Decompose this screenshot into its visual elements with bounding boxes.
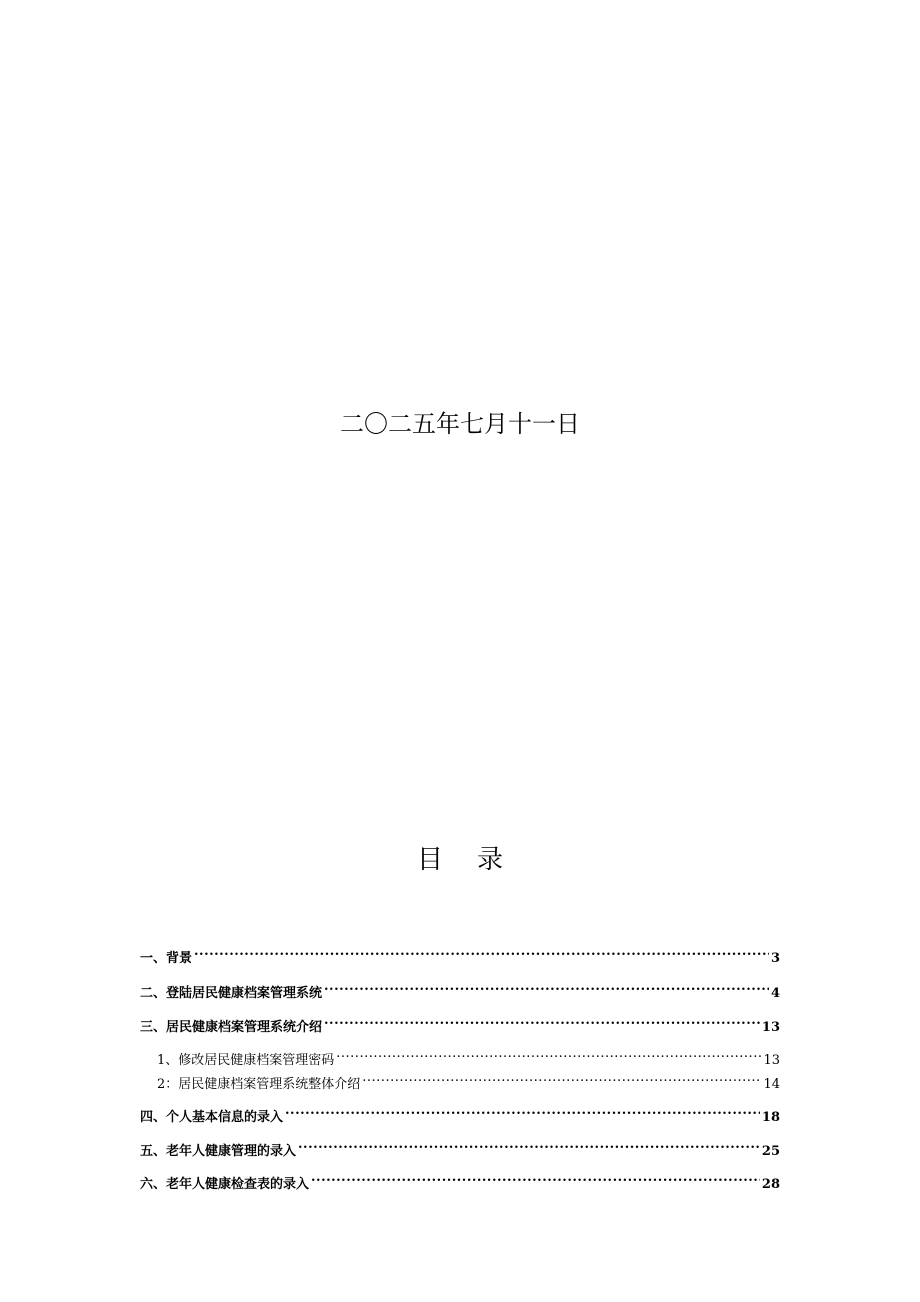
toc-entry-background[interactable]: [140, 940, 780, 966]
toc-entry-label: 四、个人基本信息的录入: [140, 1110, 284, 1125]
toc-entry-login[interactable]: [140, 975, 780, 1001]
toc-dot-leader: [336, 1042, 761, 1064]
toc-entry-elderly-health[interactable]: [140, 1133, 780, 1159]
toc-entry-page: 14: [763, 1077, 780, 1092]
toc-entry-label: 1、修改居民健康档案管理密码: [157, 1053, 335, 1068]
toc-entry-elderly-checkup[interactable]: [140, 1166, 780, 1192]
toc-entry-system-overview[interactable]: [157, 1066, 780, 1092]
toc-entry-page: 13: [761, 1020, 780, 1035]
toc-entry-page: 3: [770, 951, 780, 966]
toc-entry-label: 2：居民健康档案管理系统整体介绍: [157, 1077, 361, 1092]
toc-entry-label: 五、老年人健康管理的录入: [140, 1144, 297, 1159]
toc-dot-leader: [324, 1009, 760, 1031]
document-date: 二〇二五年七月十一日: [340, 410, 580, 438]
toc-entry-page: 13: [763, 1053, 780, 1068]
toc-entry-change-password[interactable]: [157, 1042, 780, 1068]
toc-entry-page: 4: [770, 986, 780, 1001]
toc-title: [0, 840, 920, 880]
toc-entry-page: 28: [761, 1177, 780, 1192]
toc-entry-page: 18: [761, 1110, 780, 1125]
toc-dot-leader: [194, 940, 769, 962]
toc-entry-label: 一、背景: [140, 951, 193, 966]
toc-dot-leader: [324, 975, 769, 997]
toc-entry-label: 三、居民健康档案管理系统介绍: [140, 1020, 323, 1035]
toc-dot-leader: [285, 1099, 760, 1121]
toc-entry-label: 六、老年人健康检查表的录入: [140, 1177, 310, 1192]
toc-dot-leader: [298, 1133, 760, 1155]
toc-title-part2: 录: [477, 845, 504, 875]
toc-entry-personal-info[interactable]: [140, 1099, 780, 1125]
toc-entry-system-intro[interactable]: [140, 1009, 780, 1035]
toc-entry-label: 二、登陆居民健康档案管理系统: [140, 986, 323, 1001]
toc-title-part1: 目: [416, 845, 443, 875]
toc-dot-leader: [362, 1066, 761, 1088]
toc-dot-leader: [311, 1166, 760, 1188]
toc-entry-page: 25: [761, 1144, 780, 1159]
